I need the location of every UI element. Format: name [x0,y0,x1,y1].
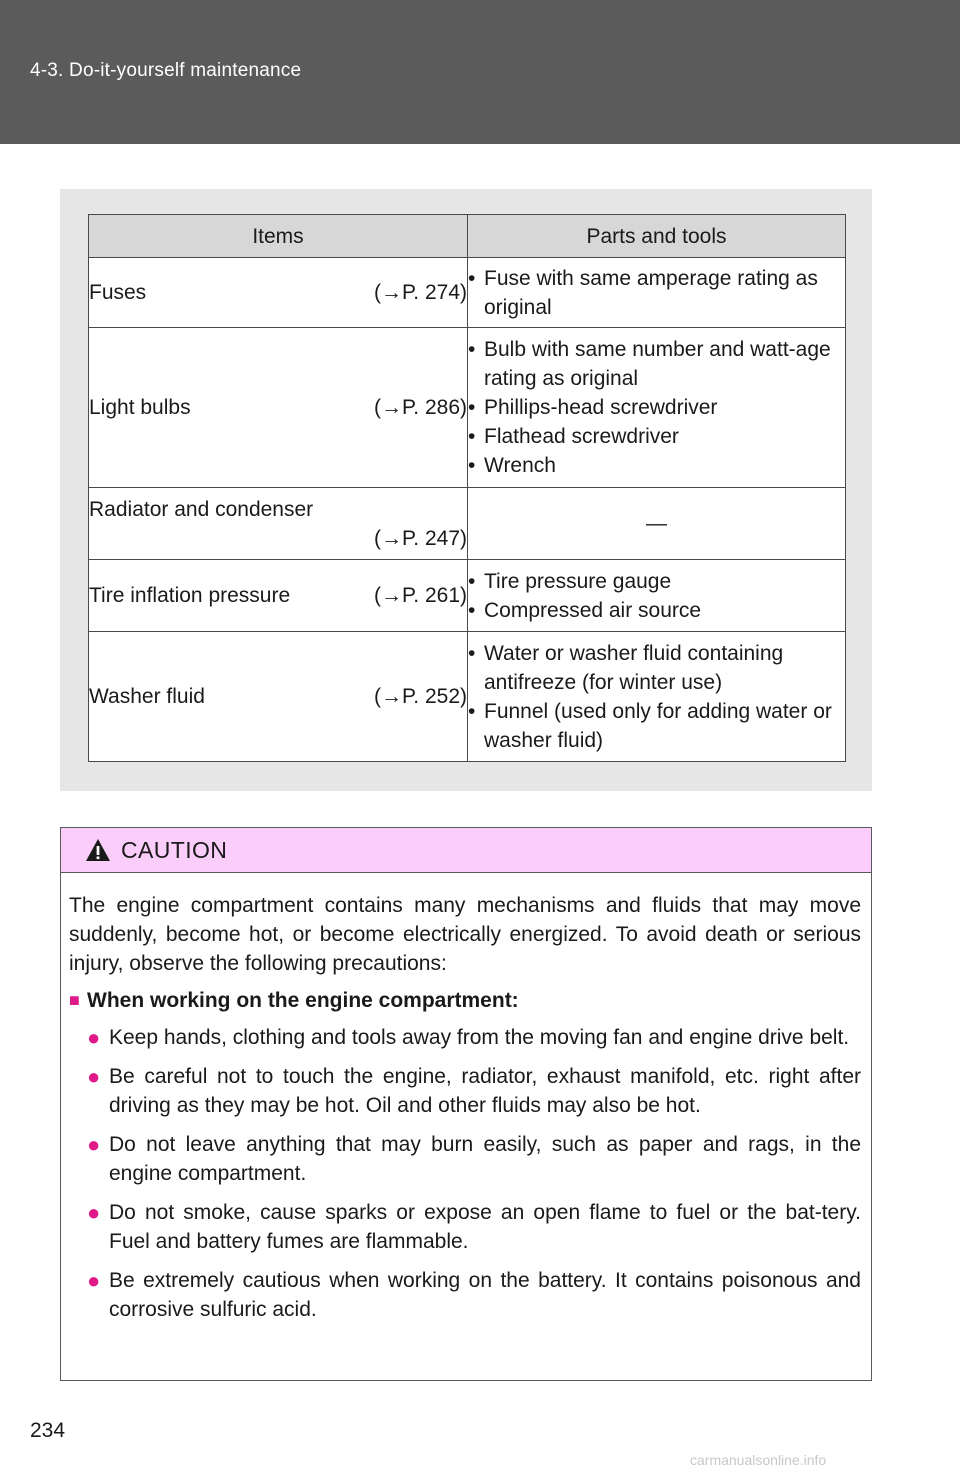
bullet-dot: • [468,266,476,290]
bullet-dot: • [468,454,476,477]
bullet-dot: • [468,569,476,593]
list-item: ● Do not smoke, cause sparks or expose an open flame to fuel or the bat-tery. Fuel and battery fumes are flammable. [87,1198,861,1256]
table-row [89,632,846,762]
item-name: Tire inflation pressure [89,584,291,607]
item-name: Light bulbs [89,396,191,419]
circle-bullet-icon: ● [87,1064,101,1089]
item-ref: (→P. 247) [374,526,467,550]
tools-cell [468,632,846,762]
warning-triangle-icon [85,838,111,862]
column-header-parts: Parts and tools [468,215,846,258]
table-row [89,560,846,632]
item-name: Washer fluid [89,685,205,708]
caution-body [61,873,871,1324]
circle-bullet-icon: ● [87,1025,101,1050]
item-name: Fuses [89,281,147,304]
section-title: 4-3. Do-it-yourself maintenance [30,60,302,81]
item-cell [89,328,468,488]
page-number: 234 [30,1419,66,1442]
list-item: • Tire pressure gauge [468,567,845,596]
circle-bullet-icon: ● [87,1132,101,1157]
circle-bullet-icon: ● [87,1200,101,1225]
watermark: carmanualsonline.info [690,1452,827,1468]
bullet-dot: • [468,699,476,723]
caution-header [61,828,871,873]
column-header-items: Items [89,215,468,258]
bullet-dot: • [468,598,476,622]
list-item: ● Do not leave anything that may burn easily, such as paper and rags, in the engine compartment. [87,1130,861,1188]
bullet-dot: • [468,425,476,448]
tools-cell [468,328,846,488]
list-item: • Bulb with same number and watt-age rating as original [468,335,845,393]
item-name: Radiator and condenser [89,497,314,521]
list-item: • Fuse with same amperage rating as original [468,264,845,322]
item-ref: (→P. 274) [374,281,467,304]
caution-intro: The engine compartment contains many mechanisms and fluids that may move suddenly, become hot, or become electrically energized. To avoid death or serious injury, observe the following precautions: [69,894,861,975]
table-row [89,328,846,488]
table-row [89,258,846,328]
list-item: ● Be careful not to touch the engine, radiator, exhaust manifold, etc. right after driving as they may be hot. Oil and other fluids may also be hot. [87,1062,861,1120]
tools-cell [468,560,846,632]
parts-table [88,214,846,762]
list-item: • Funnel (used only for adding water or washer fluid) [468,697,845,755]
table-header-row [89,215,846,258]
item-cell [89,488,468,560]
list-item: • Wrench [468,451,845,480]
caution-box [60,827,872,1381]
list-item: ● Keep hands, clothing and tools away from the moving fan and engine drive belt. [87,1025,850,1050]
caution-subheading: ■ When working on the engine compartment: [69,986,861,1015]
square-bullet-icon: ■ [69,990,80,1010]
caution-title: CAUTION [121,836,228,863]
list-item: • Compressed air source [468,596,845,625]
table-row [89,488,846,560]
list-item: • Flathead screwdriver [468,422,845,451]
tools-cell: — [468,488,846,560]
item-cell [89,632,468,762]
tools-cell [468,258,846,328]
bullet-dot: • [468,641,476,665]
item-cell [89,560,468,632]
bullet-dot: • [468,396,476,419]
item-ref: (→P. 286) [374,396,467,419]
list-item: ● Be extremely cautious when working on the battery. It contains poisonous and corrosive sulfuric acid. [87,1266,861,1324]
bullet-dot: • [468,338,476,361]
header-band [0,0,960,144]
list-item: • Water or washer fluid containing antifreeze (for winter use) [468,639,845,697]
list-item: • Phillips-head screwdriver [468,393,845,422]
item-ref: (→P. 261) [374,584,467,607]
circle-bullet-icon: ● [87,1268,101,1293]
item-cell [89,258,468,328]
item-ref: (→P. 252) [374,685,467,708]
